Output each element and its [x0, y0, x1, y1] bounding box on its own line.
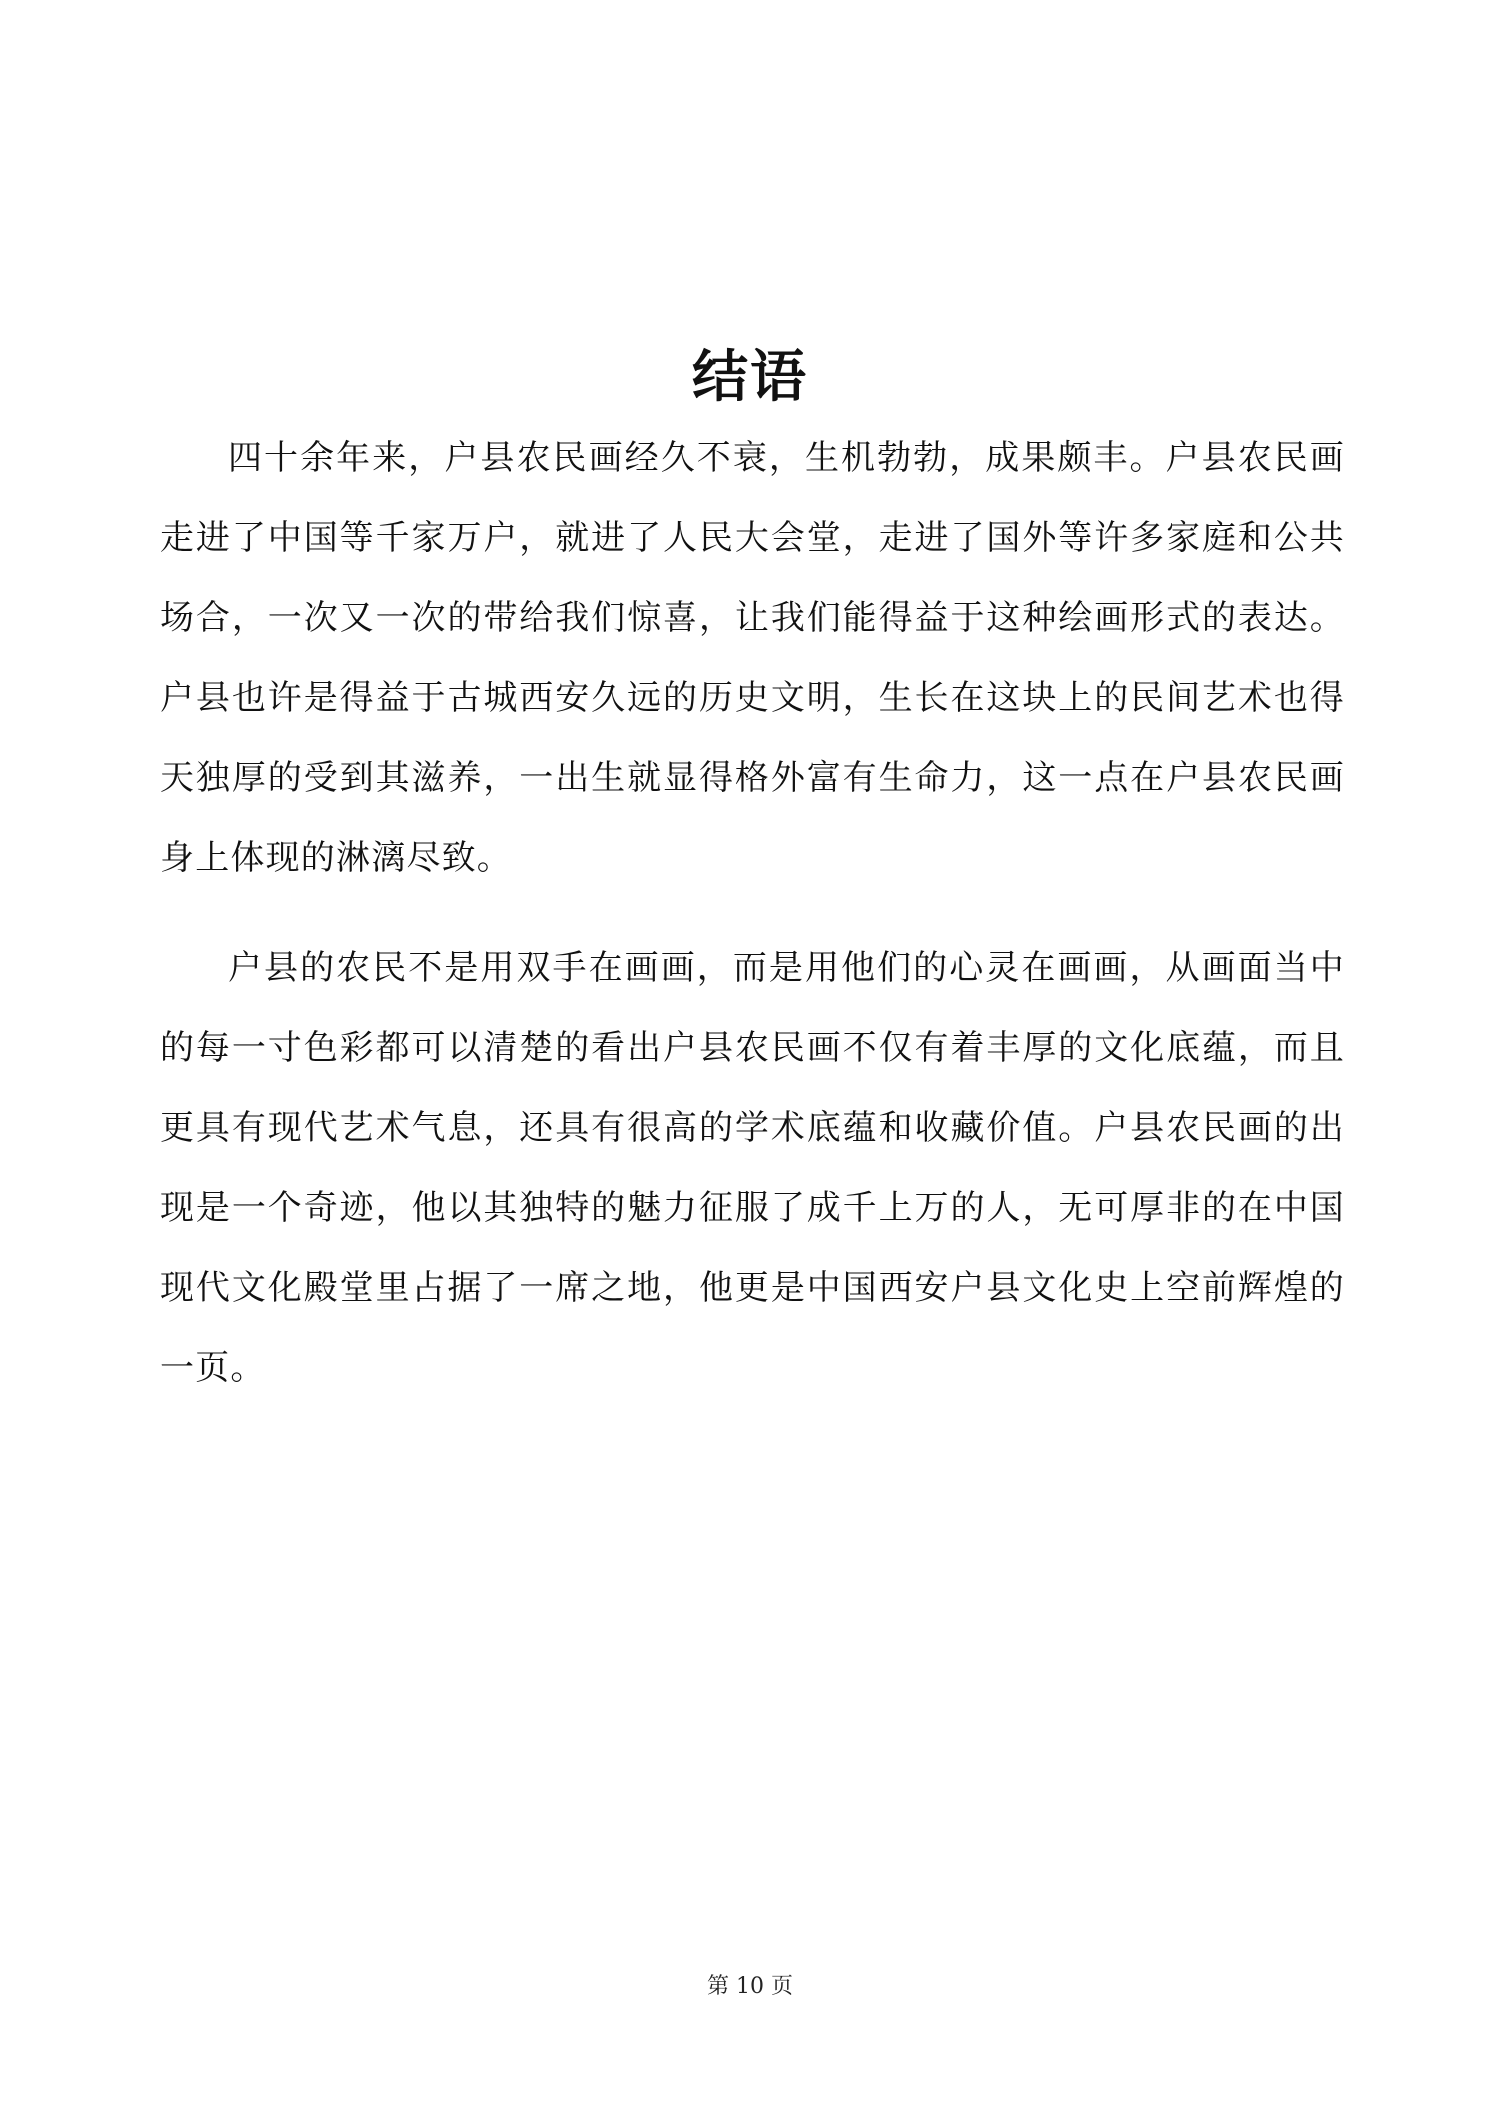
- page-title: 结语: [692, 344, 808, 410]
- body-text: [160, 418, 1345, 1408]
- page-number: 第 10 页: [707, 1974, 793, 1999]
- paragraph-1: 四十余年来，户县农民画经久不衰，生机勃勃，成果颇丰。户县农民画走进了中国等千家万户，就进了人民大会堂，走进了国外等许多家庭和公共场合，一次又一次的带给我们惊喜，让我们能得益于这种绘画形式的表达。户县也许是得益于古城西安久远的历史文明，生长在这块上的民间艺术也得天独厚的受到其滋养，一出生就显得格外富有生命力，这一点在户县农民画身上体现的淋漓尽致。: [160, 438, 1345, 878]
- paragraph-2: 户县的农民不是用双手在画画，而是用他们的心灵在画画，从画面当中的每一寸色彩都可以清楚的看出户县农民画不仅有着丰厚的文化底蕴，而且更具有现代艺术气息，还具有很高的学术底蕴和收藏价值。户县农民画的出现是一个奇迹，他以其独特的魅力征服了成千上万的人，无可厚非的在中国现代文化殿堂里占据了一席之地，他更是中国西安户县文化史上空前辉煌的一页。: [160, 948, 1345, 1388]
